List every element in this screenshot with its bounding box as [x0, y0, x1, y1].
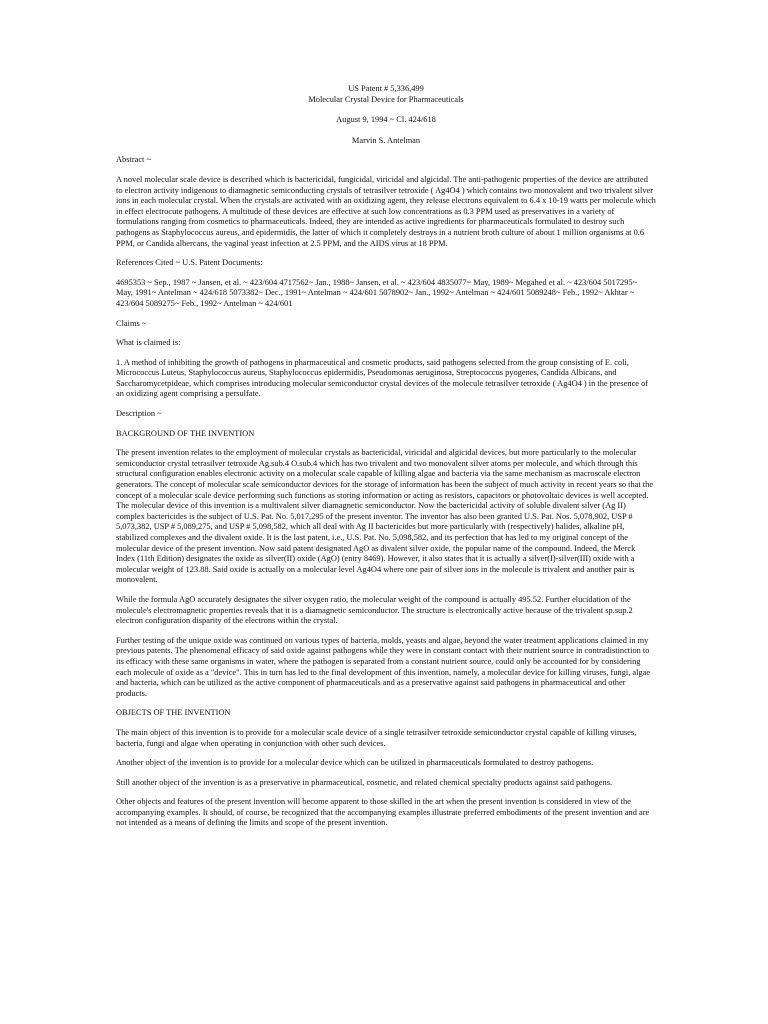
patent-date-class: August 9, 1994 ~ Cl. 424/618 [336, 115, 436, 125]
patent-header [116, 84, 656, 146]
patent-number: US Patent # 5,336,499 [348, 84, 424, 93]
patent-author: Marvin S. Antelman [351, 135, 421, 145]
references-heading: References Cited ~ U.S. Patent Documents: [116, 258, 263, 268]
patent-document [116, 84, 656, 838]
objects-paragraph-3: Still another object of the invention is as a preservative in pharmaceutical, cosmetic, and related chemical specialty products against said pathogens. [116, 777, 613, 787]
objects-paragraph-1: The main object of this invention is to provide for a molecular scale device of a single tetrasilver tetroxide semiconductor crystal capable of killing viruses, bacteria, fungi and algae when operating in conjunction with other such devices. [116, 727, 637, 748]
background-paragraph-3: Further testing of the unique oxide was continued on various types of bacteria, molds, yeasts and algae, beyond the water treatment applications claimed in my previous patents. The phenomenal efficacy of said oxide against pathogens while they were in constant contact with their nutrient source in contradistinction to its efficacy with these same organisms in water, where the pathogen is separated from a constant nutrient source, could only be accounted for by considering each molecule of oxide as a "device". This in turn has led to the final development of this invention, namely, a molecular device for killing viruses, fungi, algae and bacteria, which can be utilized as the active component of pharmaceuticals and as a preservative against said pathogens in pharmaceutical and other products. [116, 635, 651, 698]
background-paragraph-1: The present invention relates to the employment of molecular crystals as bactericidal, viricidal and algicidal devices, but more particularly to the molecular semiconductor crystal tetrasilver tetroxide Ag.sub.4 O.sub.4 which has two trivalent and two monovalent silver atoms per molecule, and which through this structural configuration enables electronic activity on a molecular scale capable of killing algae and bacteria via the same mechanism as macroscale electron generators. The concept of molecular scale semiconductor devices for the storage of information has been the subject of much activity in recent years so that the concept of a molecular scale device performing such functions as storing information or acting as resistors, capacitors or photovoltaic devices is well accepted. The molecular device of this invention is a multivalent silver diamagnetic semiconductor. Now the bactericidal activity of soluble divalent silver (Ag II) complex bactericides is the subject of U.S. Pat. No. 5,017,295 of the present inventor. The inventor has also been granted U.S. Pat. Nos. 5,078,902, USP # 5,073,382, USP # 5,089,275, and USP # 5,098,582, which all deal with Ag II bactericides but more particularly with (respectively) halides, alkaline pH, stabilized complexes and the divalent oxide. It is the last patent, i.e., U.S. Pat. No. 5,098,582, and its perfection that has led to my original concept of the molecular device of the present invention. Now said patent designated AgO as divalent silver oxide, the popular name of the compound. Indeed, the Merck Index (11th Edition) designates the oxide as silver(II) oxide (AgO) (entry 8469). However, it also states that it is actually a silver(I)-silver(III) oxide with a molecular weight of 123.88. Said oxide is actually on a molecular level Ag4O4 where one pair of silver ions in the molecule is trivalent and another pair is monovalent. [116, 448, 654, 585]
objects-heading: OBJECTS OF THE INVENTION [116, 708, 231, 718]
claim-1: 1. A method of inhibiting the growth of pathogens in pharmaceutical and cosmetic products, said pathogens selected from the group consisting of E. coli, Micrococcus Luteus, Staphylococcus aureus, Staphylococcus epidermidis, Pseudomonas aeruginosa, Streptococcus pyogenes, Candida Albicans, and Saccharomycetpideae, which comprises introducing molecular semiconductor crystal devices of the molecule tetrasilver tetroxide ( Ag4O4 ) in the presence of an oxidizing agent comprising a persulfate. [116, 357, 649, 399]
background-paragraph-2: While the formula AgO accurately designates the silver oxygen ratio, the molecular weight of the compound is actually 495.52. Further elucidation of the molecule's electromagnetic properties reveals that it is a diamagnetic semiconductor. The structure is electronically active because of the trivalent sp.sup.2 electron configuration disparity of the electrons within the crystal. [116, 594, 633, 626]
description-heading: Description ~ [116, 409, 162, 419]
objects-paragraph-4: Other objects and features of the present invention will become apparent to those skilled in the art when the present invention is considered in view of the accompanying examples. It should, of course, be recognized that the accompanying examples illustrate preferred embodiments of the present invention and are not intended as a means of defining the limits and scope of the present invention. [116, 797, 650, 828]
claims-heading: Claims ~ [116, 318, 147, 328]
background-heading: BACKGROUND OF THE INVENTION [116, 428, 255, 438]
abstract-heading: Abstract ~ [116, 155, 151, 165]
references-text: 4695353 ~ Sep., 1987 ~ Jansen, et al. ~ 423/604 4717562~ Jan., 1988~ Jansen, et al. ~ 423/604 4835077~ May, 1989~ Megahed et al. ~ 423/604 5017295~ May, 1991~ Antelman ~ 424/618 5073382~ Dec., 1991~ Antelman ~ 424/601 5078902~ Jan., 1992~ Antelman ~ 424/601 5089248~ Feb., 1992~ Akhtar ~ 423/604 5089275~ Feb., 1992~ Antelman ~ 424/601 [116, 277, 638, 308]
what-is-claimed: What is claimed is: [116, 338, 181, 348]
abstract-text: A novel molecular scale device is described which is bactericidal, fungicidal, viricidal and algicidal. The anti-pathogenic properties of the device are attributed to electron activity indigenous to diamagnetic semiconducting crystals of tetrasilver tetroxide ( Ag4O4 ) which contains two monovalent and two trivalent silver ions in each molecular crystal. When the crystals are activated with an oxidizing agent, they release electrons equivalent to 6.4 x 10-19 watts per molecule which in effect electrocute pathogens. A multitude of these devices are effective at such low concentrations as 0.3 PPM used as preservatives in a variety of formulations ranging from cosmetics to pharmaceuticals. Indeed, they are intended as active ingredients for pharmaceuticals formulated to destroy such pathogens as Staphylococcus aureus, and epidermidis, the latter of which it completely destroys in a nutrient broth culture of about 1 million organisms at 0.6 PPM, or Candida albercans, the vaginal yeast infection at 2.5 PPM, and the AIDS virus at 18 PPM. [116, 174, 656, 248]
patent-title: Molecular Crystal Device for Pharmaceuticals [308, 94, 464, 104]
objects-paragraph-2: Another object of the invention is to provide for a molecular device which can be utilized in pharmaceuticals formulated to destroy pathogens. [116, 758, 594, 768]
